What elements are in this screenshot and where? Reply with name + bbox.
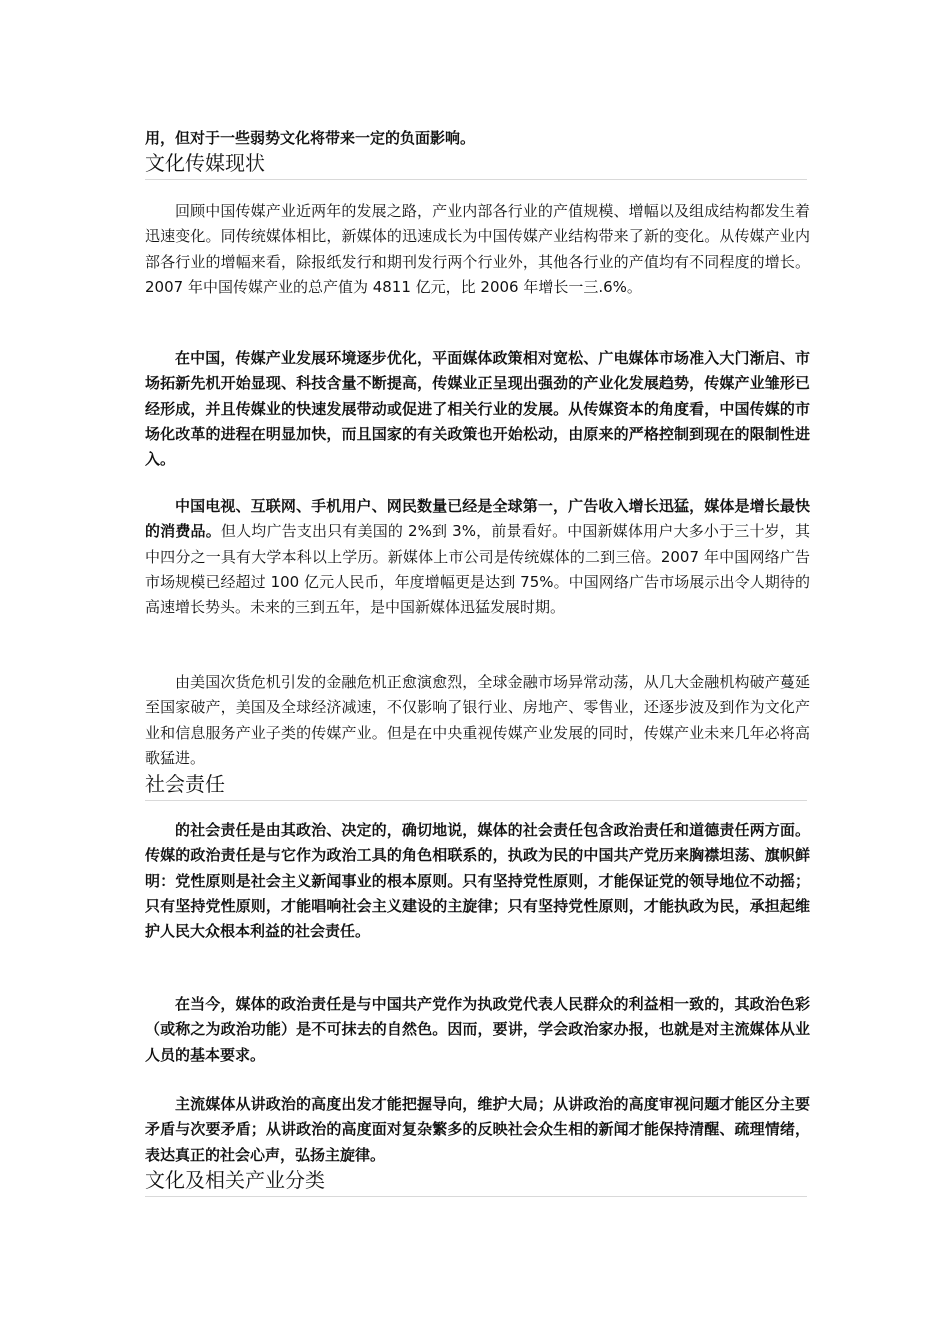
paragraph-social-responsibility-3: 主流媒体从讲政治的高度出发才能把握导向，维护大局；从讲政治的高度审视问题才能区分主要矛盾与次要矛盾；从讲政治的高度面对复杂繁多的反映社会众生相的新闻才能保持清醒、疏理情绪，表达真正的社会心声，弘扬主旋律。 (145, 1095, 810, 1164)
paragraph-media-status-2: 在中国，传媒产业发展环境逐步优化，平面媒体政策相对宽松、广电媒体市场准入大门渐启、市场拓新先机开始显现、科技含量不断提高，传媒业正呈现出强劲的产业化发展趋势，传媒产业雏形已经形成，并且传媒业的快速发展带动或促进了相关行业的发展。从传媒资本的角度看，中国传媒的市场化改革的进程在明显加快，而且国家的有关政策也开始松动，由原来的严格控制到现在的限制性进入。 (145, 349, 810, 469)
paragraph-rest-text: 但人均广告支出只有美国的 2%到 3%，前景看好。中国新媒体用户大多小于三十岁，其中四分之一具有大学本科以上学历。新媒体上市公司是传统媒体的二到三倍。2007 年中国网络广告市场规模已经超过 100 亿元人民币，年度增幅更是达到 75%。中国网络广告市场展示出令人期待的高速增长势头。未来的三到五年，是中国新媒体迅猛发展时期。 (145, 522, 810, 617)
paragraph-media-status-3 (145, 494, 810, 620)
section-heading-media-status: 文化传媒现状 (145, 149, 807, 180)
paragraph-social-responsibility-2: 在当今，媒体的政治责任是与中国共产党作为执政党代表人民群众的利益相一致的，其政治色彩（或称之为政治功能）是不可抹去的自然色。因而，要讲，学会政治家办报，也就是对主流媒体从业人员的基本要求。 (145, 995, 810, 1064)
paragraph-media-status-1: 回顾中国传媒产业近两年的发展之路，产业内部各行业的产值规模、增幅以及组成结构都发生着迅速变化。同传统媒体相比，新媒体的迅速成长为中国传媒产业结构带来了新的变化。从传媒产业内部各行业的增幅来看，除报纸发行和期刊发行两个行业外，其他各行业的产值均有不同程度的增长。2007 年中国传媒产业的总产值为 4811 亿元，比 2006 年增长一三.6%。 (145, 202, 810, 296)
paragraph-media-status-4: 由美国次货危机引发的金融危机正愈演愈烈，全球金融市场异常动荡，从几大金融机构破产蔓延至国家破产，美国及全球经济减速，不仅影响了银行业、房地产、零售业，还逐步波及到作为文化产业和信息服务产业子类的传媒产业。但是在中央重视传媒产业发展的同时，传媒产业未来几年必将高歌猛进。 (145, 673, 810, 767)
lead-text: 用，但对于一些弱势文化将带来一定的负面影响。 (145, 129, 476, 147)
paragraph-bold-lead: 中国电视、互联网、手机用户、网民数量已经是全球第一，广告收入增长迅猛，媒体是增长最快的消费品。 (145, 497, 810, 541)
section-heading-social-responsibility: 社会责任 (145, 770, 807, 801)
paragraph-social-responsibility-1: 的社会责任是由其政治、决定的，确切地说，媒体的社会责任包含政治责任和道德责任两方面。传媒的政治责任是与它作为政治工具的角色相联系的，执政为民的中国共产党历来胸襟坦荡、旗帜鲜明：党性原则是社会主义新闻事业的根本原则。只有坚持党性原则，才能保证党的领导地位不动摇；只有坚持党性原则，才能唱响社会主义建设的主旋律；只有坚持党性原则，才能执政为民，承担起维护人民大众根本利益的社会责任。 (145, 821, 810, 941)
section-heading-industry-classification: 文化及相关产业分类 (145, 1166, 807, 1197)
